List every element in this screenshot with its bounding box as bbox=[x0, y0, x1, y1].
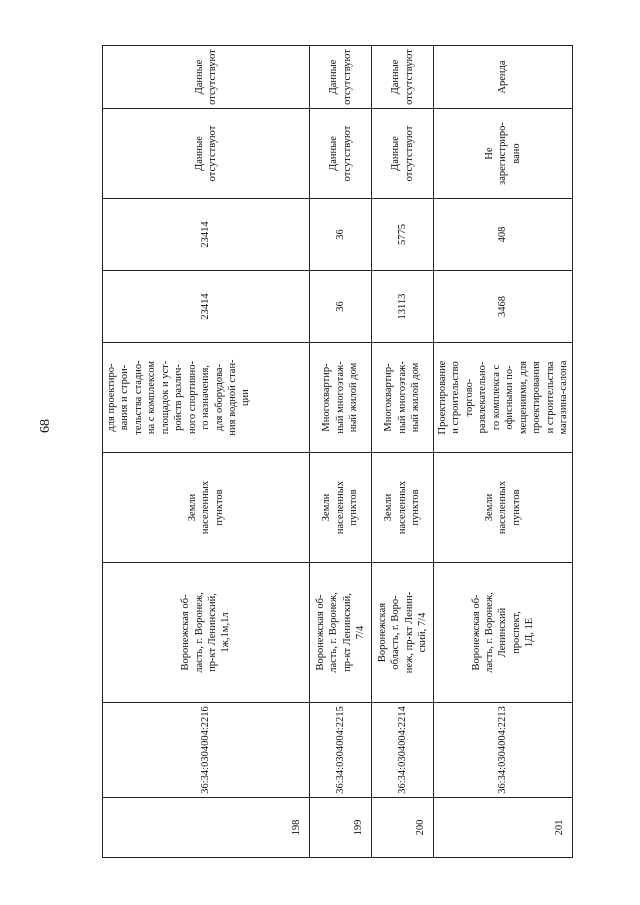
table-row-200 bbox=[372, 46, 434, 858]
land-category: Земли населенных пунктов bbox=[310, 453, 372, 563]
encumbrance: Данные отсутствуют bbox=[103, 46, 310, 109]
row-number: 201 bbox=[434, 798, 573, 858]
row-number: 200 bbox=[372, 798, 434, 858]
encumbrance: Данные отсутствуют bbox=[372, 46, 434, 109]
area-egrn: 23414 bbox=[103, 271, 310, 343]
permitted-use: Проектирование и строительство торгово- развлекательно- го комплекса с офисными по- мещениями, для проектирования и строительства магазина-салона bbox=[434, 343, 573, 453]
area-calc: 5775 bbox=[372, 199, 434, 271]
encumbrance: Аренда bbox=[434, 46, 573, 109]
rights-holder: Не зарегистриро- вано bbox=[434, 109, 573, 199]
area-egrn: 3468 bbox=[434, 271, 573, 343]
address-cell: Воронежская область, г. Воро- неж, пр-кт Ленин- ский, 7/4 bbox=[372, 563, 434, 703]
area-calc: 36 bbox=[310, 199, 372, 271]
land-category: Земли населенных пунктов bbox=[434, 453, 573, 563]
cadastral-number: 36:34:0304004:2213 bbox=[434, 703, 573, 798]
row-number: 199 bbox=[310, 798, 372, 858]
page-number: 68 bbox=[38, 419, 53, 433]
permitted-use: Многоквартир- ный многоэтаж- ный жилой дом bbox=[372, 343, 434, 453]
rights-holder: Данные отсутствуют bbox=[103, 109, 310, 199]
rights-holder: Данные отсутствуют bbox=[372, 109, 434, 199]
address-cell: Воронежская об- ласть, г. Воронеж, пр-кт Ленинский, 1ж,1м,1л bbox=[103, 563, 310, 703]
land-plots-table bbox=[102, 45, 573, 858]
area-egrn: 36 bbox=[310, 271, 372, 343]
land-category: Земли населенных пунктов bbox=[372, 453, 434, 563]
cadastral-number: 36:34:0304004:2216 bbox=[103, 703, 310, 798]
land-category: Земли населенных пунктов bbox=[103, 453, 310, 563]
rotated-table-inner bbox=[102, 46, 572, 858]
table-row-199 bbox=[310, 46, 372, 858]
encumbrance: Данные отсутствуют bbox=[310, 46, 372, 109]
table-row-198 bbox=[103, 46, 310, 858]
rotated-table-area bbox=[102, 46, 572, 858]
rights-holder: Данные отсутствуют bbox=[310, 109, 372, 199]
permitted-use: Многоквартир- ный многоэтаж- ный жилой дом bbox=[310, 343, 372, 453]
row-number: 198 bbox=[103, 798, 310, 858]
cadastral-number: 36:34:0304004:2214 bbox=[372, 703, 434, 798]
permitted-use: для проектиро- вания и строи- тельства стадио- на с комплексом площадок и уст- ройств различ- ного спортивно- го назначения, для оборудова- ния водной стан- ции bbox=[103, 343, 310, 453]
table-row-201 bbox=[434, 46, 573, 858]
area-calc: 23414 bbox=[103, 199, 310, 271]
address-cell: Воронежская об- ласть, г. Воронеж, пр-кт Ленинский, 7/4 bbox=[310, 563, 372, 703]
address-cell: Воронежская об- ласть, г. Воронеж, Ленинский проспект, 1Д, 1Е bbox=[434, 563, 573, 703]
area-egrn: 13113 bbox=[372, 271, 434, 343]
cadastral-number: 36:34:0304004:2215 bbox=[310, 703, 372, 798]
area-calc: 408 bbox=[434, 199, 573, 271]
